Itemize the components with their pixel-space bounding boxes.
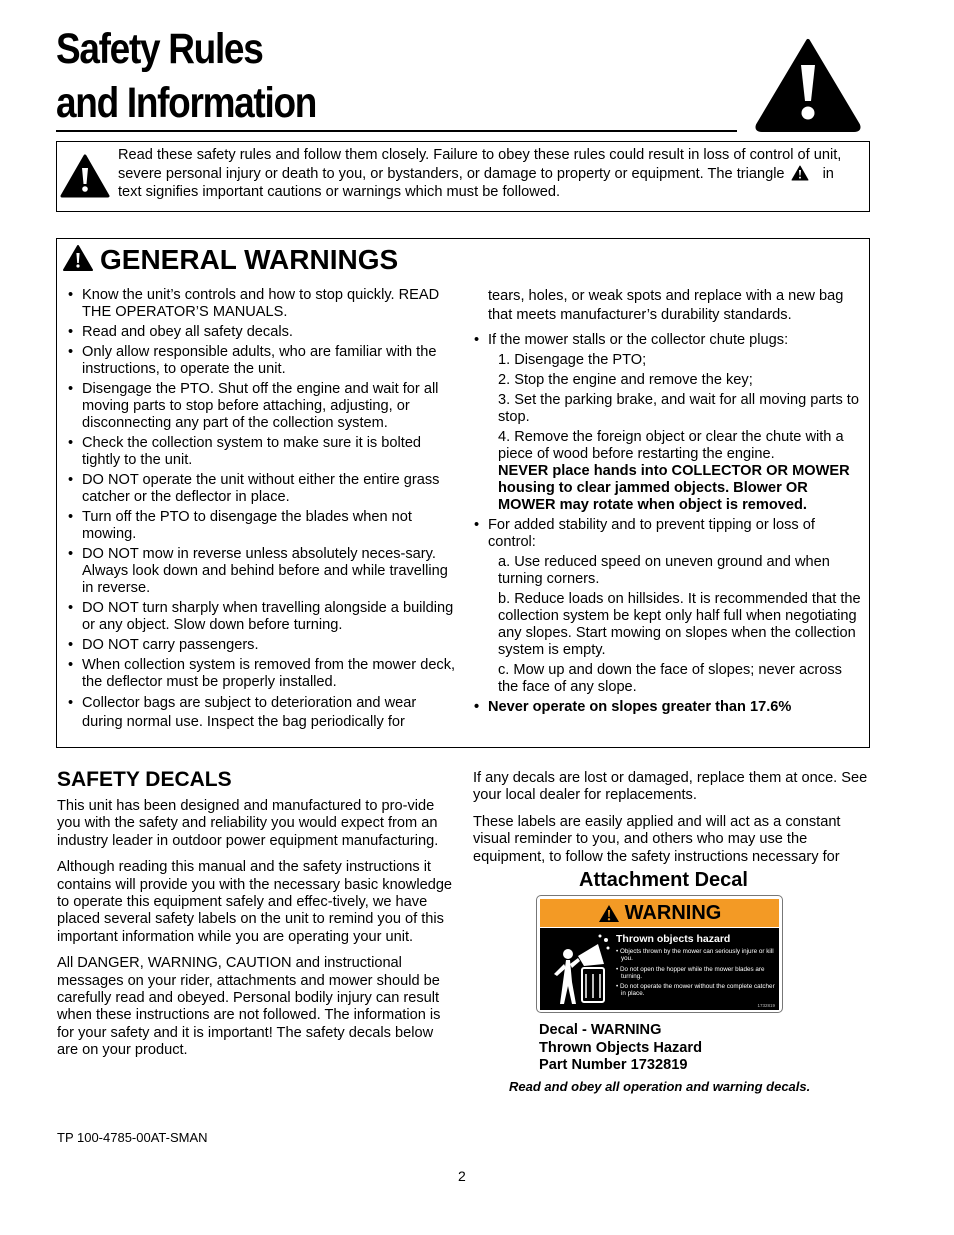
warning-item-stability: • For added stability and to prevent tipping or loss of control:	[473, 517, 863, 551]
warning-triangle-icon	[598, 904, 620, 923]
warning-item: • Check the collection system to make sure it is bolted tightly to the unit.	[67, 435, 457, 469]
intro-text-part2: in text signifies important cautions or warnings which must be followed.	[118, 165, 834, 200]
general-warnings-heading	[62, 242, 398, 278]
stability-step: c. Mow up and down the face of slopes; never across the face of any slope.	[498, 662, 842, 695]
decal-body	[540, 928, 779, 1010]
intro-warning-box	[56, 141, 870, 212]
decal-caption-line: Thrown Objects Hazard	[539, 1039, 702, 1056]
decal-caption	[539, 1022, 702, 1075]
warnings-left-column	[67, 287, 457, 734]
bag-inspection-continuation: tears, holes, or weak spots and replace with a new bag that meets manufacturer’s durability standards.	[488, 288, 844, 323]
warning-triangle-icon	[60, 154, 110, 199]
safety-decals-paragraph: This unit has been designed and manufactured to pro-vide you with the safety and reliability you would expect from an industry leader in outdoor power equipment manufacturing.	[57, 798, 439, 849]
warning-triangle-icon	[754, 37, 862, 133]
decal-caption-line: Decal - WARNING	[539, 1022, 662, 1038]
decal-replacement-text	[473, 770, 873, 875]
warning-item: • Disengage the PTO. Shut off the engine and wait for all moving parts to stop before attaching, adjusting, or disconnecting any part of the collection system.	[67, 381, 457, 432]
safety-decals-paragraph: Although reading this manual and the safety instructions it contains will provide you with the necessary basic knowledge to operate this equipment safely and effec-tively, we have placed several safety labels on the unit to remind you of this important information while you are operating your unit.	[57, 859, 453, 945]
general-warnings-box	[56, 238, 870, 748]
warning-item: • DO NOT carry passengers.	[67, 637, 457, 654]
intro-text	[118, 146, 858, 202]
decal-replacement-paragraph: These labels are easily applied and will act as a constant visual reminder to you, and others who may use the equipment, to follow the safety instructions necessary for	[473, 813, 841, 865]
intro-text-part1: Read these safety rules and follow them closely. Failure to obey these rules could result in loss of control of unit, severe personal injury or death to you, or bystanders, or damage to property or equipment. The triangle	[118, 147, 842, 182]
warning-item-stall: • If the mower stalls or the collector chute plugs:	[473, 332, 863, 349]
page-title	[56, 22, 316, 130]
warning-triangle-icon	[62, 244, 94, 272]
page-title-line2: and Information	[56, 79, 317, 127]
decal-caption-line: Part Number 1732819	[539, 1057, 688, 1073]
title-rule	[56, 130, 737, 132]
warning-item: • Only allow responsible adults, who are familiar with the instructions, to operate the unit.	[67, 344, 457, 378]
safety-decals-heading: SAFETY DECALS	[57, 768, 232, 791]
decal-code: 1732819	[757, 1003, 775, 1008]
decal-items	[616, 948, 780, 1001]
warning-decal-image	[536, 895, 783, 1013]
decal-note: Read and obey all operation and warning decals.	[509, 1079, 811, 1094]
warning-item: • When collection system is removed from the mower deck, the deflector must be properly installed.	[67, 657, 457, 691]
warning-item: • DO NOT mow in reverse unless absolutely neces-sary. Always look down and behind before and while travelling in reverse.	[67, 546, 457, 597]
general-warnings-title: GENERAL WARNINGS	[100, 244, 399, 275]
stability-step: a. Use reduced speed on uneven ground and when turning corners.	[498, 554, 830, 587]
safety-decals-text	[57, 798, 453, 1069]
stall-step: 4. Remove the foreign object or clear the chute with a piece of wood before restarting the engine.	[498, 429, 844, 462]
thrown-objects-pictogram-icon	[548, 934, 610, 1006]
warning-item: • DO NOT turn sharply when travelling alongside a building or any object. Slow down before turning.	[67, 600, 457, 634]
page-number: 2	[458, 1168, 466, 1184]
warnings-right-column	[473, 287, 863, 719]
safety-decals-paragraph: All DANGER, WARNING, CAUTION and instructional messages on your rider, attachments and mower should be carefully read and obeyed. Personal bodily injury can result when these instructions are not followed. The information is for your safety and it is important! The safety decals below are on your product.	[57, 955, 441, 1059]
warning-item: • Know the unit’s controls and how to stop quickly. READ THE OPERATOR’S MANUALS.	[67, 287, 457, 321]
attachment-decal-heading: Attachment Decal	[579, 869, 748, 891]
stall-step: 3. Set the parking brake, and wait for all moving parts to stop.	[498, 392, 859, 425]
decal-header	[540, 899, 779, 927]
small-warning-triangle-icon	[791, 165, 809, 181]
warning-item: • Read and obey all safety decals.	[67, 324, 457, 341]
document-code: TP 100-4785-00AT-SMAN	[57, 1130, 208, 1145]
decal-item: • Do not open the hopper while the mower blades are turning.	[616, 965, 765, 980]
decal-item: • Do not operate the mower without the complete catcher in place.	[616, 983, 775, 998]
decal-title: Thrown objects hazard	[616, 933, 731, 945]
decal-header-text: WARNING	[624, 902, 722, 924]
stall-warning-bold: NEVER place hands into COLLECTOR OR MOWER housing to clear jammed objects. Blower OR MOWER may rotate when object is removed.	[498, 463, 850, 513]
page-title-line1: Safety Rules	[56, 25, 263, 73]
decal-replacement-paragraph: If any decals are lost or damaged, replace them at once. See your local dealer for replacements.	[473, 770, 868, 804]
warning-item-slope: • Never operate on slopes greater than 17.6%	[473, 699, 863, 716]
warning-item: • Collector bags are subject to deterioration and wear during normal use. Inspect the bag periodically for	[67, 694, 457, 731]
stall-step: 2. Stop the engine and remove the key;	[498, 372, 753, 388]
stall-step: 1. Disengage the PTO;	[498, 352, 647, 368]
warning-item: • Turn off the PTO to disengage the blades when not mowing.	[67, 509, 457, 543]
stability-step: b. Reduce loads on hillsides. It is recommended that the collection system be kept only half full when negotiating any slopes. Start mowing on slopes when the collection system is empty.	[498, 591, 861, 658]
warning-item: • DO NOT operate the unit without either the entire grass catcher or the deflector in place.	[67, 472, 457, 506]
decal-item: • Objects thrown by the mower can seriously injure or kill you.	[616, 948, 774, 963]
